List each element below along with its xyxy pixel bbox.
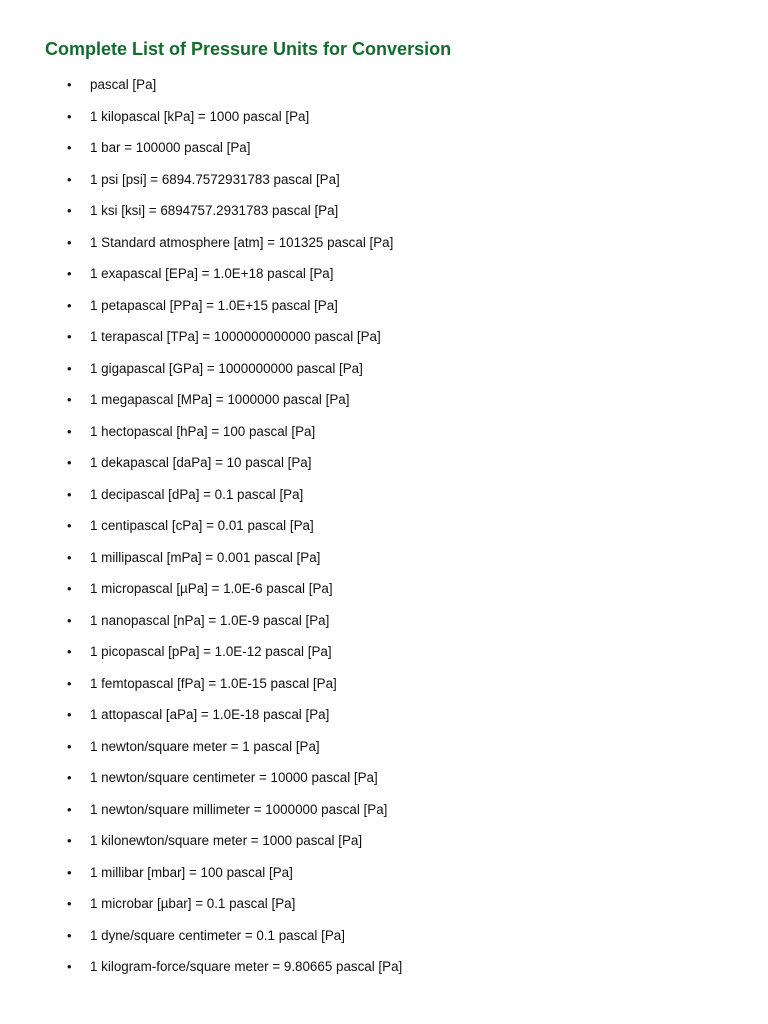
bullet-icon: •	[67, 549, 72, 565]
list-item-text: 1 petapascal [PPa] = 1.0E+15 pascal [Pa]	[90, 297, 338, 313]
list-item-text: 1 centipascal [cPa] = 0.01 pascal [Pa]	[90, 518, 314, 533]
list-item-text: 1 millibar [mbar] = 100 pascal [Pa]	[90, 864, 293, 880]
list-item-text: 1 millipascal [mPa] = 0.001 pascal [Pa]	[90, 549, 321, 565]
bullet-icon: •	[67, 738, 72, 754]
list-item-text: 1 nanopascal [nPa] = 1.0E-9 pascal [Pa]	[90, 612, 330, 628]
bullet-icon: •	[67, 833, 72, 848]
list-item-text: 1 femtopascal [fPa] = 1.0E-15 pascal [Pa]	[90, 675, 337, 691]
bullet-icon: •	[67, 896, 72, 911]
list-item-text: 1 megapascal [MPa] = 1000000 pascal [Pa]	[90, 392, 350, 407]
list-item-text: 1 newton/square meter = 1 pascal [Pa]	[90, 738, 320, 754]
list-item-text: 1 kilonewton/square meter = 1000 pascal [Pa]	[90, 833, 363, 848]
list-item-text: 1 terapascal [TPa] = 1000000000000 pascal [Pa]	[90, 329, 381, 344]
bullet-icon: •	[67, 455, 72, 470]
list-item-text: 1 attopascal [aPa] = 1.0E-18 pascal [Pa]	[90, 707, 330, 722]
bullet-icon: •	[67, 234, 72, 250]
bullet-icon: •	[67, 644, 72, 659]
bullet-icon: •	[67, 801, 72, 817]
bullet-icon: •	[67, 612, 72, 628]
list-item-text: 1 ksi [ksi] = 6894757.2931783 pascal [Pa]	[90, 203, 339, 218]
list-item-text: 1 hectopascal [hPa] = 100 pascal [Pa]	[90, 423, 316, 439]
bullet-icon: •	[67, 77, 72, 92]
list-item-text: 1 dyne/square centimeter = 0.1 pascal [Pa]	[90, 927, 345, 943]
bullet-icon: •	[67, 203, 72, 218]
bullet-icon: •	[67, 423, 72, 439]
bullet-icon: •	[67, 518, 72, 533]
list-item-text: 1 picopascal [pPa] = 1.0E-12 pascal [Pa]	[90, 644, 332, 659]
bullet-icon: •	[67, 266, 72, 281]
list-item-text: 1 decipascal [dPa] = 0.1 pascal [Pa]	[90, 486, 304, 502]
list-item-text: 1 micropascal [µPa] = 1.0E-6 pascal [Pa]	[90, 581, 333, 596]
bullet-icon: •	[67, 770, 72, 785]
list-item-text: 1 newton/square millimeter = 1000000 pascal [Pa]	[90, 801, 388, 817]
bullet-icon: •	[67, 486, 72, 502]
bullet-icon: •	[67, 581, 72, 596]
list-item-text: pascal [Pa]	[90, 77, 157, 92]
list-item-text: 1 newton/square centimeter = 10000 pascal [Pa]	[90, 770, 378, 785]
bullet-icon: •	[67, 297, 72, 313]
bullet-icon: •	[67, 360, 72, 376]
list-item-text: 1 kilopascal [kPa] = 1000 pascal [Pa]	[90, 108, 310, 124]
bullet-icon: •	[67, 108, 72, 124]
list-item-text: 1 psi [psi] = 6894.7572931783 pascal [Pa]	[90, 171, 340, 187]
bullet-icon: •	[67, 927, 72, 943]
list-item-text: 1 exapascal [EPa] = 1.0E+18 pascal [Pa]	[90, 266, 334, 281]
list-item-text: 1 Standard atmosphere [atm] = 101325 pascal [Pa]	[90, 234, 394, 250]
bullet-icon: •	[67, 959, 72, 974]
list-item-text: 1 kilogram-force/square meter = 9.80665 pascal [Pa]	[90, 959, 403, 974]
bullet-icon: •	[67, 864, 72, 880]
bullet-icon: •	[67, 707, 72, 722]
bullet-icon: •	[67, 140, 72, 155]
bullet-icon: •	[67, 392, 72, 407]
page-title: Complete List of Pressure Units for Conversion	[45, 39, 452, 59]
list-item-text: 1 dekapascal [daPa] = 10 pascal [Pa]	[90, 455, 312, 470]
bullet-icon: •	[67, 329, 72, 344]
list-item-text: 1 bar = 100000 pascal [Pa]	[90, 140, 251, 155]
list-item-text: 1 gigapascal [GPa] = 1000000000 pascal [Pa]	[90, 360, 363, 376]
list-item-text: 1 microbar [µbar] = 0.1 pascal [Pa]	[90, 896, 296, 911]
bullet-icon: •	[67, 171, 72, 187]
bullet-icon: •	[67, 675, 72, 691]
